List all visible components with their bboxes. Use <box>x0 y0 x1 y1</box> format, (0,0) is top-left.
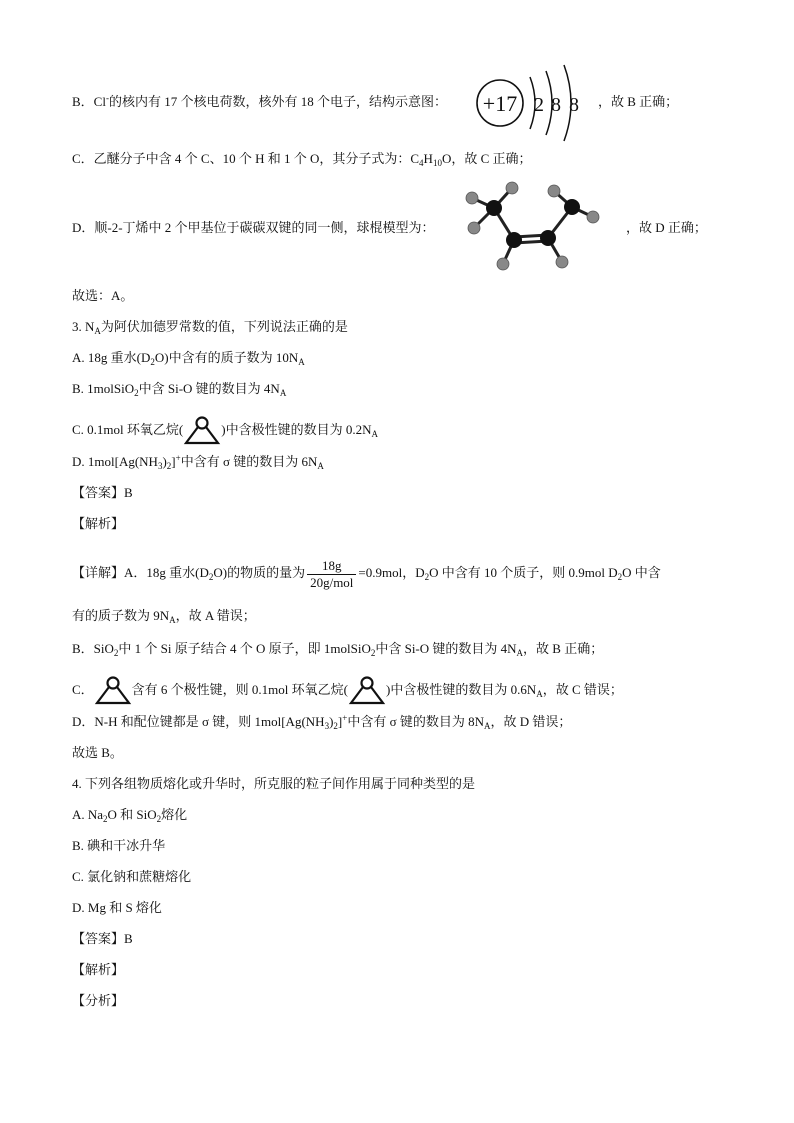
molar-fraction: $\frac{18g}{\text{20g/mol}}$ <box>307 558 356 591</box>
question-3-option-c: C. 0.1mol 环氧乙烷( )中含极性键的数目为 $0.2N_A$ <box>72 416 378 446</box>
question-3-stem: 3. $N_A$为阿伏加德罗常数的值，下列说法正确的是 <box>72 319 348 336</box>
question-3-detail-b: B．SiO$_2$中 1 个 Si 原子结合 4 个 O 原子，即 1molSiO$_2$中含 Si-O 键的数目为 $4N_A$，故 B 正确； <box>72 641 604 658</box>
ethylene-oxide-structure-icon <box>94 676 132 706</box>
option-d-butene-conclusion: ，故 D 正确； <box>626 220 707 235</box>
shell-1-electrons: 2 <box>534 94 544 116</box>
cl-ion-structure-diagram <box>474 63 586 143</box>
option-b-cl-conclusion: ，故 B 正确； <box>598 94 679 109</box>
question-4-option-c: C. 氯化钠和蔗糖熔化 <box>72 869 192 884</box>
question-3-option-a: A. 18g 重水$(D_2O)$中含有的质子数为 $10N_A$ <box>72 350 305 367</box>
option-c-ether-line: C．乙醚分子中含 4 个 C、10 个 H 和 1 个 O，其分子式为：$C_4H_{10}O$，故 C 正确； <box>72 151 532 168</box>
question-3-detail-c: C． 含有 6 个极性键，则 0.1mol 环氧乙烷( )中含极性键的数目为 $0.6N_A$，故 C 错误； <box>72 676 623 706</box>
question-4-option-d: D. Mg 和 S 熔化 <box>72 900 162 915</box>
question-3-conclusion: 故选 B。 <box>72 745 123 760</box>
question-4-stem: 4. 下列各组物质熔化或升华时，所克服的粒子间作用属于同种类型的是 <box>72 776 476 791</box>
nucleus-charge: +17 <box>482 91 518 116</box>
previous-answer-line: 故选：A。 <box>72 288 134 303</box>
question-3-option-b: B. 1molSiO$_2$中含 Si-O 键的数目为 $4N_A$ <box>72 381 287 398</box>
shell-3-electrons: 8 <box>569 94 579 116</box>
question-4-analysis-heading: 【解析】 <box>72 962 125 977</box>
question-4-fenxi-heading: 【分析】 <box>72 993 125 1008</box>
question-4-option-a: A. $Na_2O$ 和 SiO$_2$熔化 <box>72 807 188 824</box>
ethylene-oxide-structure-icon <box>183 416 221 446</box>
question-4-option-b: B. 碘和干冰升华 <box>72 838 166 853</box>
question-4-answer: 【答案】B <box>72 931 133 946</box>
question-3-analysis-heading: 【解析】 <box>72 516 125 531</box>
question-3-option-d: D. $1mol[Ag(NH_3)_2]^+$中含有 σ 键的数目为 $6N_A$ <box>72 453 324 471</box>
question-3-detail-a: 【详解】A．18g 重水$(D_2O)$的物质的量为 $\frac{18g}{\text{20g/mol}}$ =0.9mol，$D_2O$ 中含有 10 个质子，则 0.9mol $D_2O$ 中含 <box>72 557 661 590</box>
cis-2-butene-ball-stick-model-icon <box>460 178 610 276</box>
question-3-answer: 【答案】B <box>72 485 133 500</box>
ethylene-oxide-structure-icon <box>348 676 386 706</box>
question-3-detail-a-cont: 有的质子数为 $9N_A$，故 A 错误； <box>72 608 256 625</box>
option-d-butene-line: D．顺-2-丁烯中 2 个甲基位于碳碳双键的同一侧，球棍模型为： <box>72 220 435 235</box>
option-b-cl-line: B．Cl-的核内有 17 个核电荷数，核外有 18 个电子，结构示意图： <box>72 93 447 109</box>
question-3-detail-d: D．N-H 和配位键都是 σ 键，则 $1mol[Ag(NH_3)_2]^+$中含有 σ 键的数目为 $8N_A$，故 D 错误； <box>72 713 572 731</box>
shell-2-electrons: 8 <box>551 94 561 116</box>
